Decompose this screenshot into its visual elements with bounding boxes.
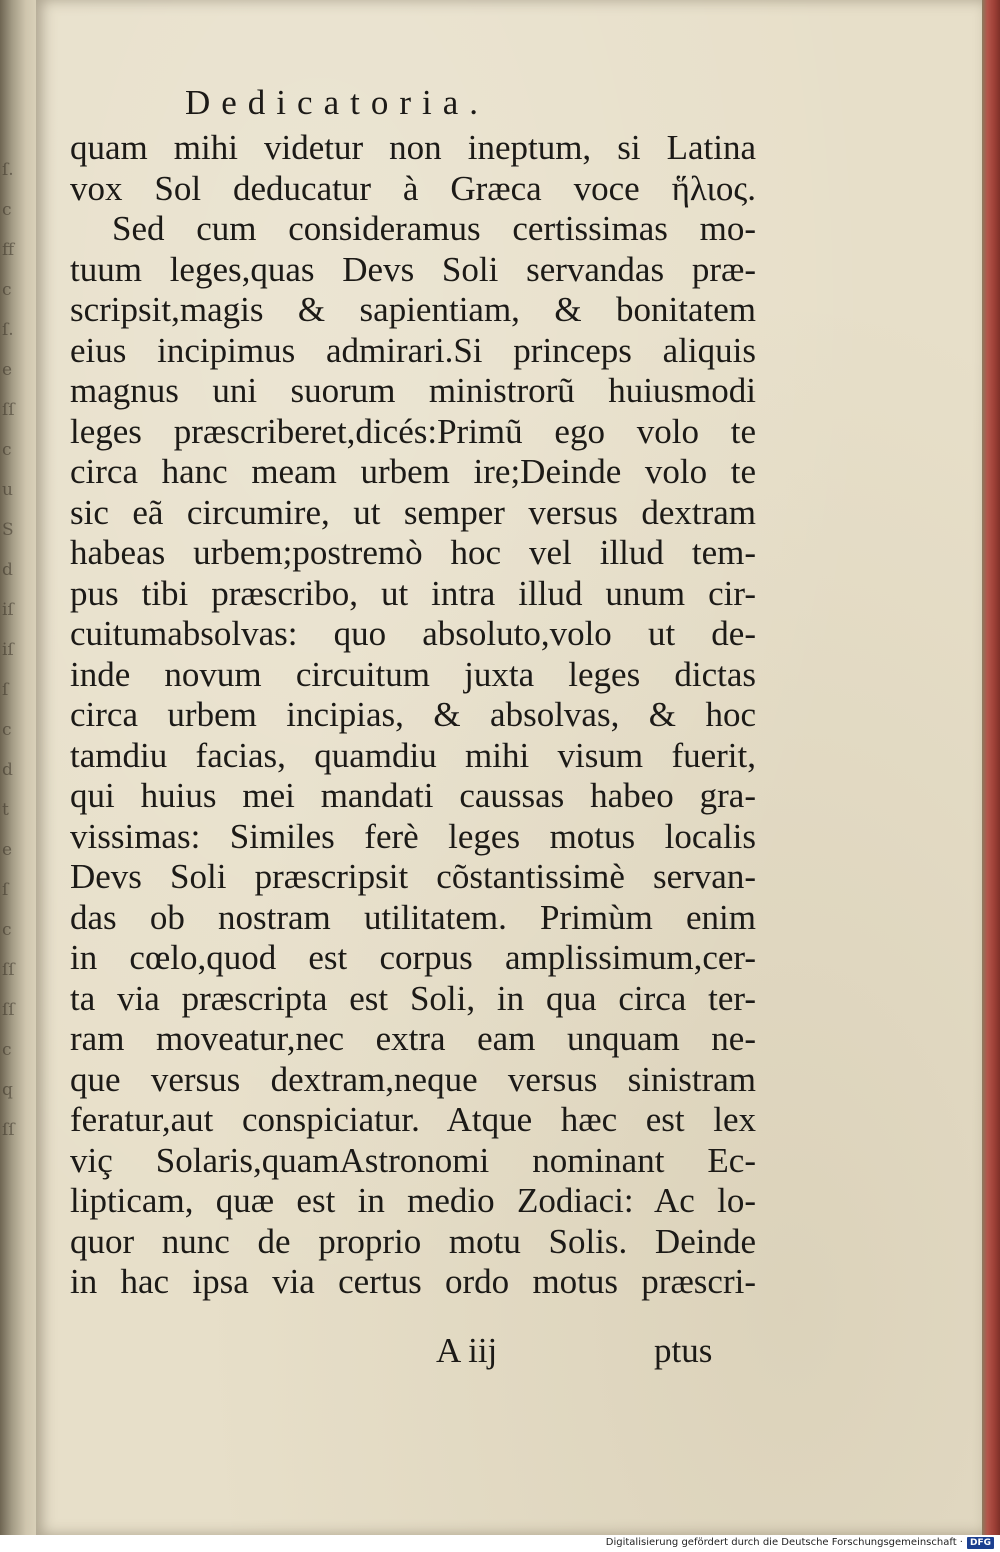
text-line: cuitumabsolvas: quo absoluto,volo ut de- <box>70 614 756 653</box>
text-line: scripsit,magis & sapientiam, & bonitatem <box>70 290 756 329</box>
text-line: in cœlo,quod est corpus amplissimum,cer- <box>70 938 756 977</box>
text-line: ta via præscripta est Soli, in qua circa ter- <box>70 978 756 1018</box>
catchword: ptus <box>654 1331 713 1370</box>
text-line: pus tibi præscribo, ut intra illud unum cir- <box>70 573 756 613</box>
text-line: Devs Soli præscripsit cõstantissimè servan- <box>70 857 756 896</box>
text-line: quor nunc de proprio motu Solis. Deinde <box>70 1221 756 1261</box>
text-line: in hac ipsa via certus ordo motus præscri- <box>70 1262 756 1301</box>
text-line: tuum leges,quas Devs Soli servandas præ- <box>70 249 756 289</box>
dfg-logo-icon: DFG <box>967 1537 994 1549</box>
text-line: lipticam, quæ est in medio Zodiaci: Ac lo- <box>70 1181 756 1220</box>
text-line: eius incipimus admirari.Si princeps aliquis <box>70 330 756 370</box>
funding-credit <box>606 1536 994 1550</box>
text-line: circa urbem incipias, & absolvas, & hoc <box>70 695 756 734</box>
text-line: inde novum circuitum juxta leges dictas <box>70 654 756 694</box>
running-head: Dedicatoria. <box>185 83 489 122</box>
text-line: viç Solaris,quamAstronomi nominant Ec- <box>70 1140 756 1180</box>
signature-mark: A iij <box>436 1331 498 1370</box>
text-line: quam mihi videtur non ineptum, si Latina <box>70 128 756 167</box>
book-edge <box>982 0 1000 1535</box>
text-line: ram moveatur,nec extra eam unquam ne- <box>70 1019 756 1058</box>
text-line: qui huius mei mandati caussas habeo gra- <box>70 776 756 815</box>
text-line: que versus dextram,neque versus sinistram <box>70 1059 756 1099</box>
text-line: circa hanc meam urbem ire;Deinde volo te <box>70 452 756 491</box>
text-line: habeas urbem;postremò hoc vel illud tem- <box>70 533 756 572</box>
credit-text: Digitalisierung gefördert durch die Deutsche Forschungsgemeinschaft · <box>605 1537 963 1548</box>
text-line: Sed cum consideramus certissimas mo- <box>112 209 756 248</box>
text-line: magnus uni suorum ministrorũ huiusmodi <box>70 371 756 410</box>
facing-page-fragments: ſ.cffcſ.eſſcuSdiſiſſcdteſcſſſſcqſſ <box>2 160 15 1140</box>
text-line: vox Sol deducatur à Græca voce ἥλιος. <box>70 168 756 208</box>
body-text <box>70 128 770 1303</box>
text-line: das ob nostram utilitatem. Primùm enim <box>70 897 756 937</box>
text-line: tamdiu facias, quamdiu mihi visum fuerit, <box>70 735 756 775</box>
text-line: sic eã circumire, ut semper versus dextram <box>70 492 756 532</box>
text-line: feratur,aut conspiciatur. Atque hæc est lex <box>70 1100 756 1139</box>
binding-gutter <box>0 0 40 1535</box>
text-line: leges præscriberet,dicés:Primũ ego volo te <box>70 411 756 451</box>
text-line: vissimas: Similes ferè leges motus localis <box>70 816 756 856</box>
